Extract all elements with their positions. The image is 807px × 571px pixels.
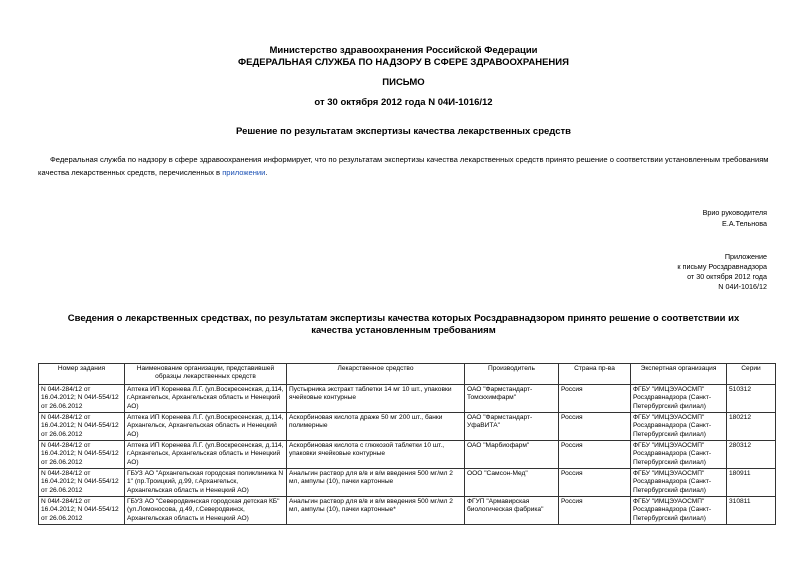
cell-number: N 04И-284/12 от 16.04.2012; N 04И-554/12 от 26.06.2012 (39, 441, 125, 469)
cell-manufacturer: ОАО "Марбиофарм" (465, 441, 559, 469)
section-title: Сведения о лекарственных средствах, по результатам экспертизы качества которых Росздравнадзором принято решение о соответствии их качества установленным требованиям (67, 313, 740, 336)
cell-number: N 04И-284/12 от 16.04.2012; N 04И-554/12 от 26.06.2012 (39, 497, 125, 525)
table-row (39, 497, 776, 525)
cell-manufacturer: ОАО "Фармстандарт-Томскхимфарм" (465, 385, 559, 413)
cell-country: Россия (559, 385, 631, 413)
col-header-country: Страна пр-ва (559, 364, 631, 385)
document-type: ПИСЬМО (382, 77, 425, 88)
cell-organization: ГБУЗ АО "Северодвинская городская детская КБ" (ул.Ломоносова, д.49, г.Северодвинск, Архангельская область и Ненецкий АО) (125, 497, 287, 525)
appendix-number: N 04И-1016/12 (718, 282, 767, 291)
cell-drug: Анальгин раствор для в/в и в/м введения 500 мг/мл 2 мл, ампулы (10), пачки картонные (287, 469, 465, 497)
col-header-manufacturer: Производитель (465, 364, 559, 385)
table-row (39, 441, 776, 469)
cell-organization: Аптека ИП Коренева Л.Г. (ул.Воскресенская, д.114, г.Архангельск, Архангельская область и Ненецкий АО) (125, 441, 287, 469)
table-row (39, 413, 776, 441)
cell-drug: Аскорбиновая кислота драже 50 мг 200 шт., банки полимерные (287, 413, 465, 441)
ministry-title: Министерство здравоохранения Российской Федерации (269, 45, 538, 56)
signature-position: Врио руководителя (702, 208, 767, 217)
intro-text: Федеральная служба по надзору в сфере здравоохранения информирует, что по результатам экспертизы качества лекарственных средств принято решение о соответствии установленным требованиям качества лекарственных средств, перечисленных в (38, 155, 769, 177)
table-header-row (39, 364, 776, 385)
cell-expert: ФГБУ "ИМЦЭУАОСМП" Росздравнадзора (Санкт-Петербургский филиал) (631, 385, 727, 413)
cell-number: N 04И-284/12 от 16.04.2012; N 04И-554/12 от 26.06.2012 (39, 413, 125, 441)
document-date-number: от 30 октября 2012 года N 04И-1016/12 (314, 97, 493, 108)
cell-expert: ФГБУ "ИМЦЭУАОСМП" Росздравнадзора (Санкт-Петербургский филиал) (631, 441, 727, 469)
cell-manufacturer: ООО "Самсон-Мед" (465, 469, 559, 497)
appendix-letter-ref: к письму Росздравнадзора (677, 262, 767, 271)
cell-series: 180212 (727, 413, 776, 441)
col-header-number: Номер задания (39, 364, 125, 385)
cell-expert: ФГБУ "ИМЦЭУАОСМП" Росздравнадзора (Санкт-Петербургский филиал) (631, 497, 727, 525)
cell-country: Россия (559, 441, 631, 469)
cell-series: 510312 (727, 385, 776, 413)
document-subject: Решение по результатам экспертизы качества лекарственных средств (236, 126, 571, 137)
intro-paragraph (38, 154, 774, 179)
intro-end: . (265, 167, 268, 177)
cell-number: N 04И-284/12 от 16.04.2012; N 04И-554/12 от 26.06.2012 (39, 469, 125, 497)
signature-name: Е.А.Тельнова (722, 219, 767, 228)
cell-drug: Аскорбиновая кислота с глюкозой таблетки 10 шт., упаковки ячейковые контурные (287, 441, 465, 469)
cell-drug: Анальгин раствор для в/в и в/м введения 500 мг/мл 2 мл, ампулы (10), пачки картонные* (287, 497, 465, 525)
cell-manufacturer: ФГУП "Армавирская биологическая фабрика" (465, 497, 559, 525)
cell-organization: Аптека ИП Коренева Л.Г. (ул.Воскресенская, д.114, Архангельск, Архангельская область и Ненецкий АО) (125, 413, 287, 441)
cell-country: Россия (559, 469, 631, 497)
cell-series: 280312 (727, 441, 776, 469)
cell-country: Россия (559, 413, 631, 441)
cell-organization: Аптека ИП Коренева Л.Г. (ул.Воскресенская, д.114, г.Архангельск, Архангельская область и Ненецкий АО) (125, 385, 287, 413)
appendix-date: от 30 октября 2012 года (687, 272, 767, 281)
cell-number: N 04И-284/12 от 16.04.2012; N 04И-554/12 от 26.06.2012 (39, 385, 125, 413)
cell-manufacturer: ОАО "Фармстандарт-УфаВИТА" (465, 413, 559, 441)
col-header-organization: Наименование организации, представившей образцы лекарственных средств (125, 364, 287, 385)
col-header-expert: Экспертная организация (631, 364, 727, 385)
service-title: ФЕДЕРАЛЬНАЯ СЛУЖБА ПО НАДЗОРУ В СФЕРЕ ЗДРАВООХРАНЕНИЯ (238, 57, 569, 68)
table-row (39, 469, 776, 497)
cell-expert: ФГБУ "ИМЦЭУАОСМП" Росздравнадзора (Санкт-Петербургский филиал) (631, 469, 727, 497)
col-header-drug: Лекарственное средство (287, 364, 465, 385)
cell-country: Россия (559, 497, 631, 525)
cell-organization: ГБУЗ АО "Архангельская городская поликлиника N 1" (пр.Троицкий, д.99, г.Архангельск, Архангельская область и Ненецкий АО) (125, 469, 287, 497)
col-header-series: Серии (727, 364, 776, 385)
cell-series: 310811 (727, 497, 776, 525)
appendix-link[interactable]: приложении (222, 167, 266, 177)
cell-expert: ФГБУ "ИМЦЭУАОСМП" Росздравнадзора (Санкт-Петербургский филиал) (631, 413, 727, 441)
drugs-table (38, 363, 776, 525)
table-row (39, 385, 776, 413)
cell-drug: Пустырника экстракт таблетки 14 мг 10 шт., упаковки ячейковые контурные (287, 385, 465, 413)
appendix-label: Приложение (724, 252, 767, 261)
cell-series: 180911 (727, 469, 776, 497)
